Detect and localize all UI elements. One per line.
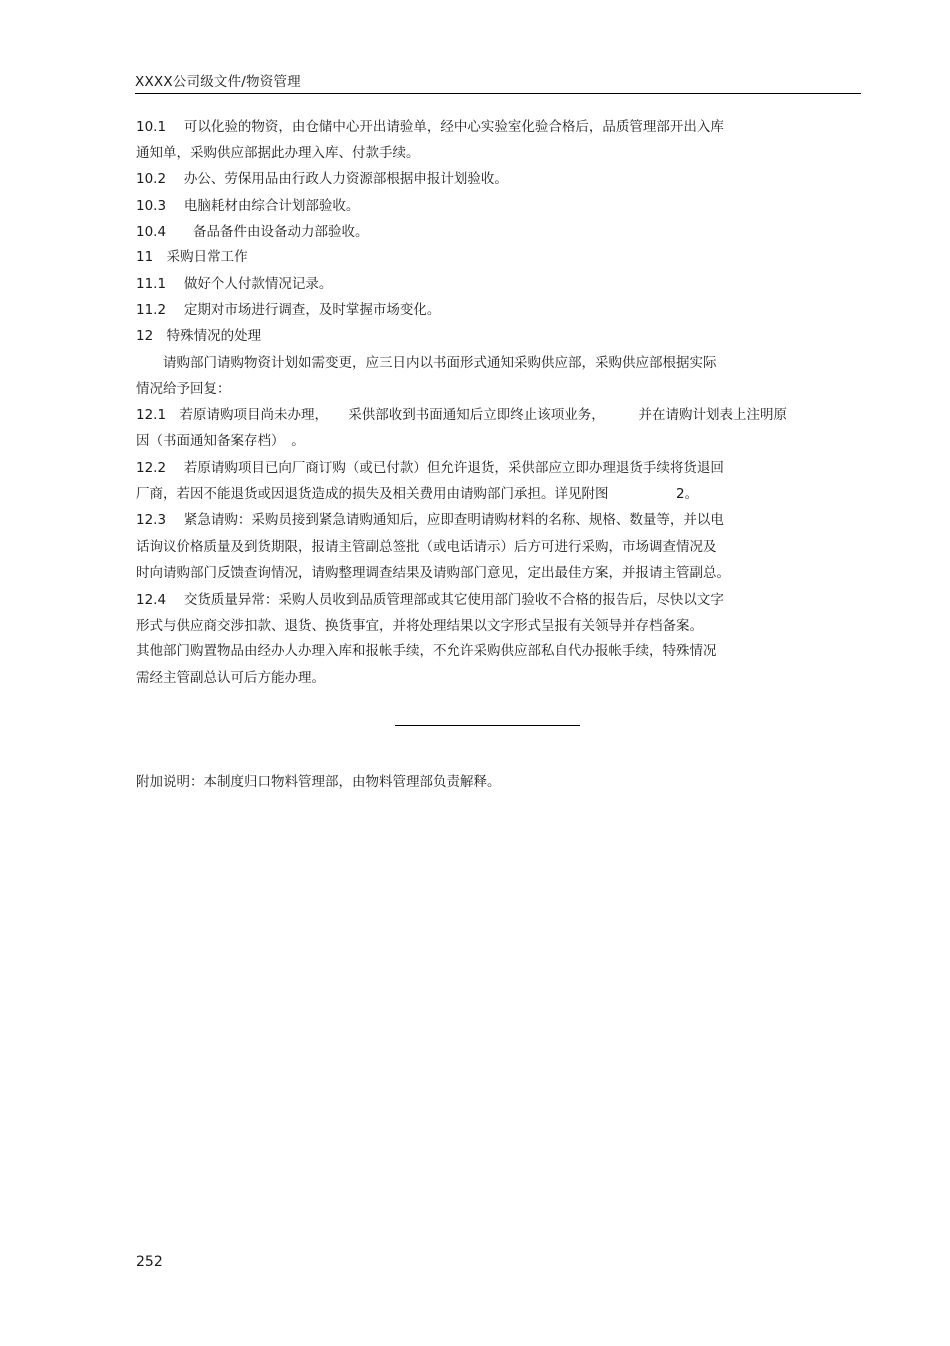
body-line: 12.1 若原请购项目尚未办理， 采供部收到书面通知后立即终止该项业务， 并在请购计划表上注明原 <box>136 407 788 423</box>
body-line: 10.3 电脑耗材由综合计划部验收。 <box>136 198 360 214</box>
page-number: 252 <box>136 1254 163 1270</box>
section-divider <box>395 725 580 726</box>
body-line: 其他部门购置物品由经办人办理入库和报帐手续，不允许采购供应部私自代办报帐手续，特殊情况 <box>136 643 717 659</box>
body-line: 12.4 交货质量异常：采购人员收到品质管理部或其它使用部门验收不合格的报告后，尽快以文字 <box>136 592 724 608</box>
footnote: 附加说明：本制度归口物料管理部，由物料管理部负责解释。 <box>136 774 501 790</box>
body-line: 因（书面通知备案存档） 。 <box>136 433 305 449</box>
body-line: 话询议价格质量及到货期限，报请主管副总签批（或电话请示）后方可进行采购，市场调查情况及 <box>136 539 717 555</box>
body-line: 形式与供应商交涉扣款、退货、换货事宜，并将处理结果以文字形式呈报有关领导并存档备案。 <box>136 618 703 634</box>
body-line: 10.1 可以化验的物资，由仓储中心开出请验单，经中心实验室化验合格后，品质管理部开出入库 <box>136 119 724 135</box>
header-divider <box>135 93 861 94</box>
body-line: 通知单，采购供应部据此办理入库、付款手续。 <box>136 145 420 161</box>
section-heading: 12 特殊情况的处理 <box>136 328 262 344</box>
page-header: XXXX公司级文件/物资管理 <box>135 74 301 90</box>
section-heading: 11 采购日常工作 <box>136 249 248 265</box>
body-line: 12.2 若原请购项目已向厂商订购（或已付款）但允许退货，采供部应立即办理退货手续将货退回 <box>136 460 724 476</box>
body-line: 情况给予回复： <box>136 381 231 397</box>
body-line: 厂商，若因不能退货或因退货造成的损失及相关费用由请购部门承担。详见附图 2。 <box>136 486 699 502</box>
body-line: 时向请购部门反馈查询情况，请购整理调查结果及请购部门意见，定出最佳方案，并报请主管副总。 <box>136 565 730 581</box>
body-line: 11.2 定期对市场进行调查，及时掌握市场变化。 <box>136 302 441 318</box>
body-line: 12.3 紧急请购：采购员接到紧急请购通知后，应即查明请购材料的名称、规格、数量等，并以电 <box>136 512 724 528</box>
body-line: 需经主管副总认可后方能办理。 <box>136 670 325 686</box>
body-line: 10.4 备品备件由设备动力部验收。 <box>136 224 369 240</box>
body-line: 请购部门请购物资计划如需变更，应三日内以书面形式通知采购供应部，采购供应部根据实际 <box>136 355 717 371</box>
body-line: 10.2 办公、劳保用品由行政人力资源部根据申报计划验收。 <box>136 171 508 187</box>
body-line: 11.1 做好个人付款情况记录。 <box>136 276 333 292</box>
